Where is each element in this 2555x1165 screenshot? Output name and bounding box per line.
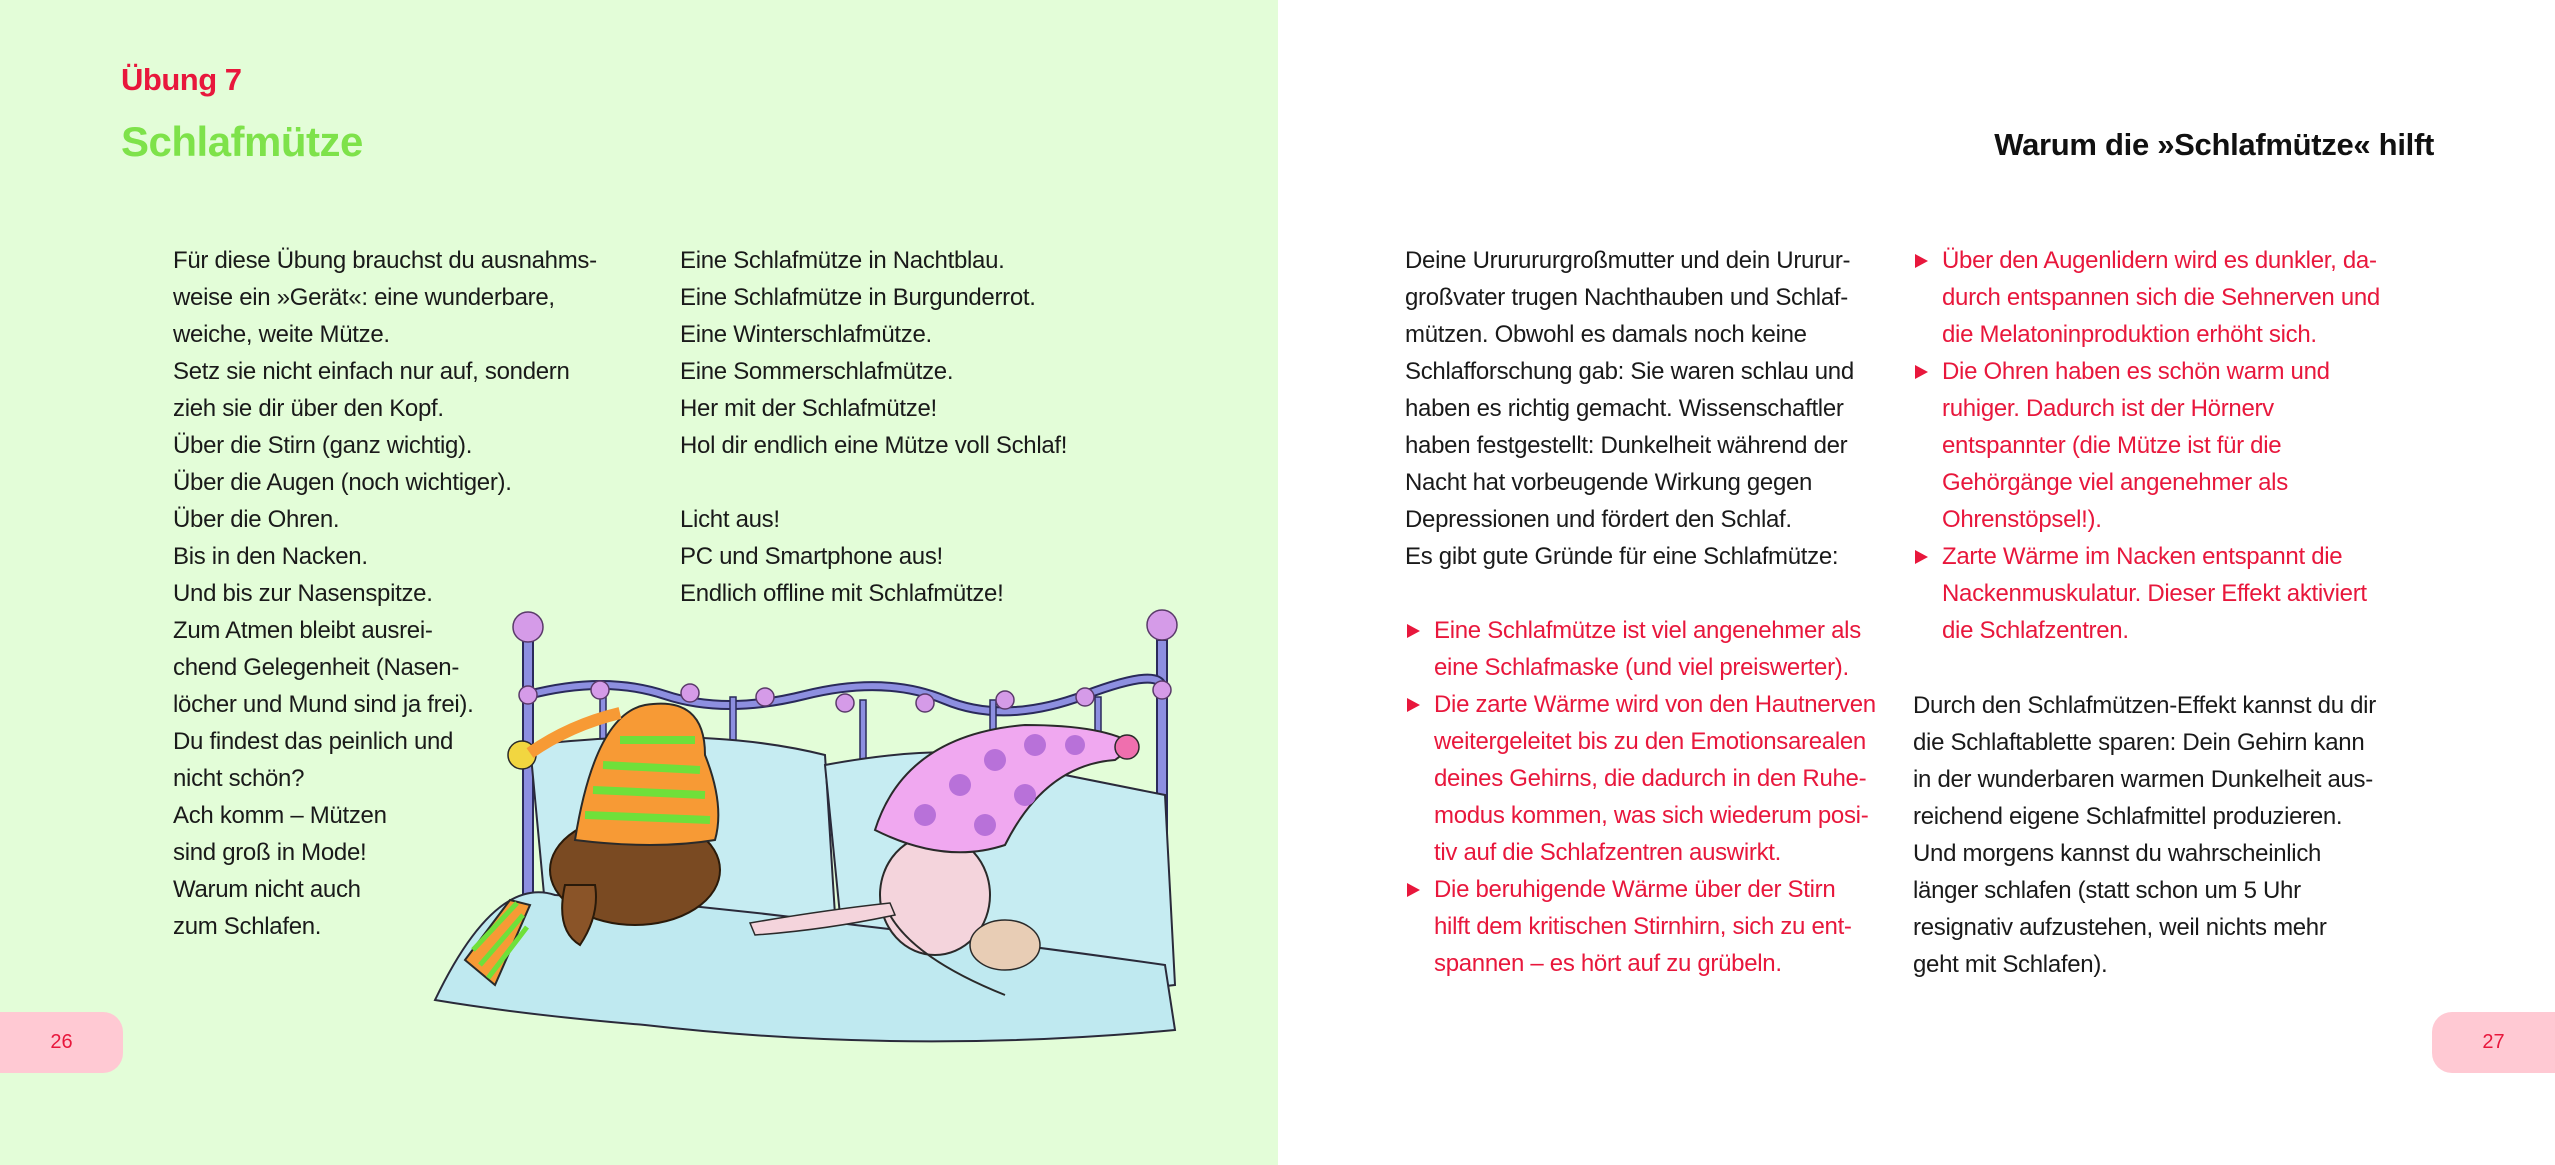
text-line: Über die Stirn (ganz wichtig). [173,432,473,459]
text-line: in der wunderbaren warmen Dunkelheit aus- [1913,766,2373,793]
text-line: Ohrenstöpsel!). [1942,506,2102,533]
bed-illustration [405,585,1205,1045]
text-line: Eine Sommerschlafmütze. [680,358,954,385]
text-line: entspannter (die Mütze ist für die [1942,432,2282,459]
text-line: die Schlaftablette sparen: Dein Gehirn kann [1913,729,2365,756]
text-line: Gehörgänge viel angenehmer als [1942,469,2288,496]
text-line: Es gibt gute Gründe für eine Schlafmütze: [1405,543,1839,570]
bullet-arrow-icon [1407,883,1420,897]
text-line: Licht aus! [680,506,780,533]
text-line: Deine Ururururgroßmutter und dein Ururur- [1405,247,1851,274]
text-line: Über die Ohren. [173,506,340,533]
text-line: sind groß in Mode! [173,839,367,866]
page-number-tab [0,1012,123,1073]
text-line: Eine Winterschlafmütze. [680,321,932,348]
list-item [1913,538,2380,649]
text-line: zum Schlafen. [173,913,322,940]
text-line: Hol dir endlich eine Mütze voll Schlaf! [680,432,1068,459]
list-item [1913,242,2380,353]
text-line: die Melatoninproduktion erhöht sich. [1942,321,2317,348]
text-line: chend Gelegenheit (Nasen- [173,654,460,681]
bullet-arrow-icon [1915,550,1928,564]
text-line: Her mit der Schlafmütze! [680,395,937,422]
bullet-arrow-icon [1407,624,1420,638]
text-line: reichend eigene Schlafmittel produzieren. [1913,803,2343,830]
text-line: Eine Schlafmütze ist viel angenehmer als [1434,617,1861,644]
text-line: Nacht hat vorbeugende Wirkung gegen [1405,469,1813,496]
nightcap-list-column [680,242,1067,612]
text-line: haben festgestellt: Dunkelheit während der [1405,432,1848,459]
text-line: Die Ohren haben es schön warm und [1942,358,2330,385]
text-line: Endlich offline mit Schlafmütze! [680,580,1004,607]
reasons-list-2 [1913,242,2380,649]
text-line: spannen – es hört auf zu grübeln. [1434,950,1782,977]
text-line: geht mit Schlafen). [1913,951,2108,978]
text-line: Schlafforschung gab: Sie waren schlau und [1405,358,1854,385]
text-line: Über den Augenlidern wird es dunkler, da- [1942,247,2377,274]
text-line: weitergeleitet bis zu den Emotionsarealen [1434,728,1866,755]
text-line: Ach komm – Mützen [173,802,387,829]
list-item [1913,353,2380,538]
text-line: resignativ aufzustehen, weil nichts mehr [1913,914,2327,941]
text-line: Eine Schlafmütze in Burgunderrot. [680,284,1036,311]
exercise-title: Schlafmütze [121,118,363,165]
reasons-list-1 [1405,612,1876,982]
text-line: Und morgens kannst du wahrscheinlich [1913,840,2322,867]
closing-paragraph [1913,687,2376,983]
bullet-arrow-icon [1915,365,1928,379]
text-line: durch entspannen sich die Sehnerven und [1942,284,2380,311]
text-line: Die beruhigende Wärme über der Stirn [1434,876,1836,903]
text-line: tiv auf die Schlafzentren auswirkt. [1434,839,1782,866]
bullet-arrow-icon [1915,254,1928,268]
list-item [1405,612,1876,686]
text-line: Die zarte Wärme wird von den Hautnerven [1434,691,1876,718]
text-line: haben es richtig gemacht. Wissenschaftler [1405,395,1844,422]
exercise-label: Übung 7 [121,62,242,97]
text-line: länger schlafen (statt schon um 5 Uhr [1913,877,2301,904]
spacer [680,464,1067,501]
text-line: weise ein »Gerät«: eine wunderbare, [173,284,555,311]
text-line: Durch den Schlafmützen-Effekt kannst du dir [1913,692,2376,719]
text-line: modus kommen, was sich wiederum posi- [1434,802,1869,829]
text-line: ruhiger. Dadurch ist der Hörnerv [1942,395,2274,422]
text-line: zieh sie dir über den Kopf. [173,395,444,422]
text-line: die Schlafzentren. [1942,617,2129,644]
text-line: Nackenmuskulatur. Dieser Effekt aktiviert [1942,580,2367,607]
page-number: 27 [2482,1031,2505,1053]
text-line: Und bis zur Nasenspitze. [173,580,433,607]
text-line: mützen. Obwohl es damals noch keine [1405,321,1807,348]
text-line: Zarte Wärme im Nacken entspannt die [1942,543,2343,570]
text-line: Setz sie nicht einfach nur auf, sondern [173,358,570,385]
text-line: hilft dem kritischen Stirnhirn, sich zu ent- [1434,913,1852,940]
page-number-tab [2432,1012,2555,1073]
text-line: eine Schlafmaske (und viel preiswerter). [1434,654,1849,681]
text-line: Warum nicht auch [173,876,361,903]
bullet-arrow-icon [1407,698,1420,712]
text-line: Depressionen und fördert den Schlaf. [1405,506,1792,533]
text-line: Eine Schlafmütze in Nachtblau. [680,247,1005,274]
list-item [1405,686,1876,871]
text-line: löcher und Mund sind ja frei). [173,691,474,718]
text-line: großvater trugen Nachthauben und Schlaf- [1405,284,1848,311]
intro-paragraph [1405,242,1854,575]
text-line: Zum Atmen bleibt ausrei- [173,617,433,644]
list-item [1405,871,1876,982]
section-heading: Warum die »Schlafmütze« hilft [1994,127,2434,162]
flower-decoration-icon [513,610,1177,712]
text-line: Für diese Übung brauchst du ausnahms- [173,247,597,274]
text-line: Du findest das peinlich und [173,728,454,755]
text-line: PC und Smartphone aus! [680,543,943,570]
text-line: nicht schön? [173,765,305,792]
page-number: 26 [50,1031,73,1053]
text-line: Über die Augen (noch wichtiger). [173,469,512,496]
text-line: deines Gehirns, die dadurch in den Ruhe- [1434,765,1867,792]
text-line: Bis in den Nacken. [173,543,368,570]
text-line: weiche, weite Mütze. [173,321,390,348]
